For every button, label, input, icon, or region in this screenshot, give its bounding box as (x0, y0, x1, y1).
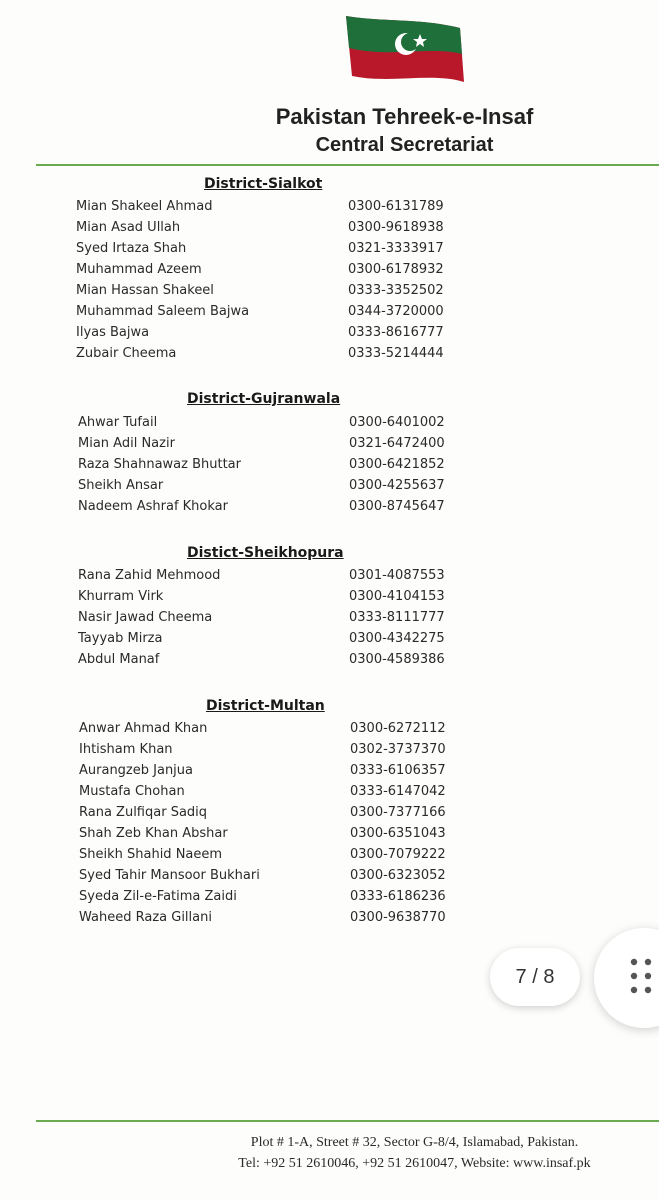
member-name: Ihtisham Khan (79, 742, 173, 757)
member-phone: 0300-4104153 (349, 589, 445, 604)
member-phone: 0300-6421852 (349, 457, 445, 472)
member-name: Nadeem Ashraf Khokar (78, 499, 228, 514)
member-phone: 0333-6106357 (350, 763, 446, 778)
member-name: Ilyas Bajwa (76, 325, 150, 340)
member-name: Raza Shahnawaz Bhuttar (78, 457, 241, 472)
district-title: Distict-Sheikhopura (187, 545, 344, 561)
member-name: Sheikh Shahid Naeem (79, 847, 223, 862)
member-name: Khurram Virk (78, 589, 164, 604)
member-phone: 0333-5214444 (348, 346, 444, 361)
member-name: Muhammad Saleem Bajwa (76, 304, 250, 319)
member-name: Rana Zulfiqar Sadiq (79, 805, 208, 820)
member-phone: 0300-9638770 (350, 910, 446, 925)
member-name: Mian Shakeel Ahmad (76, 199, 213, 214)
member-phone: 0300-6323052 (350, 868, 446, 883)
member-name: Tayyab Mirza (78, 631, 163, 646)
member-phone: 0300-6351043 (350, 826, 446, 841)
member-name: Mian Asad Ullah (76, 220, 181, 235)
member-name: Shah Zeb Khan Abshar (79, 826, 228, 841)
member-phone: 0321-6472400 (349, 436, 445, 451)
member-phone: 0300-6272112 (350, 721, 446, 736)
viewer-menu-button[interactable] (594, 928, 659, 1028)
district-title: District-Multan (206, 698, 325, 714)
member-name: Anwar Ahmad Khan (79, 721, 208, 736)
organization-subtitle: Central Secretariat (315, 134, 494, 156)
member-phone: 0333-3352502 (348, 283, 444, 298)
member-name: Ahwar Tufail (78, 415, 158, 430)
page-indicator[interactable]: 7 / 8 (490, 948, 580, 1006)
member-phone: 0300-8745647 (349, 499, 445, 514)
member-phone: 0333-6186236 (350, 889, 446, 904)
member-phone: 0300-6401002 (349, 415, 445, 430)
member-phone: 0300-4589386 (349, 652, 445, 667)
member-phone: 0300-9618938 (348, 220, 444, 235)
member-phone: 0300-6178932 (348, 262, 444, 277)
member-phone: 0300-7377166 (350, 805, 446, 820)
member-name: Sheikh Ansar (78, 478, 164, 493)
member-name: Nasir Jawad Cheema (78, 610, 213, 625)
member-name: Mian Hassan Shakeel (76, 283, 214, 298)
member-phone: 0333-8616777 (348, 325, 444, 340)
grid-dots-icon (630, 958, 654, 994)
member-phone: 0300-7079222 (350, 847, 446, 862)
member-name: Waheed Raza Gillani (79, 910, 212, 925)
member-name: Aurangzeb Janjua (79, 763, 193, 778)
district-title: District-Sialkot (204, 176, 323, 192)
header-divider (36, 164, 659, 166)
member-name: Mustafa Chohan (79, 784, 185, 799)
member-phone: 0300-4342275 (349, 631, 445, 646)
footer-address: Plot # 1-A, Street # 32, Sector G-8/4, Islamabad, Pakistan. (250, 1135, 579, 1150)
footer-divider (36, 1120, 659, 1122)
member-phone: 0321-3333917 (348, 241, 444, 256)
member-phone: 0302-3737370 (350, 742, 446, 757)
member-phone: 0333-6147042 (350, 784, 446, 799)
member-name: Muhammad Azeem (76, 262, 202, 277)
pti-flag-icon (340, 14, 470, 94)
footer-contact: Tel: +92 51 2610046, +92 51 2610047, Website: www.insaf.pk (238, 1156, 591, 1171)
member-phone: 0300-4255637 (349, 478, 445, 493)
member-name: Rana Zahid Mehmood (78, 568, 221, 583)
member-phone: 0344-3720000 (348, 304, 444, 319)
member-name: Abdul Manaf (78, 652, 160, 667)
member-phone: 0300-6131789 (348, 199, 444, 214)
district-title: District-Gujranwala (187, 391, 341, 407)
member-name: Zubair Cheema (76, 346, 177, 361)
member-name: Syed Tahir Mansoor Bukhari (79, 868, 260, 883)
member-name: Syeda Zil-e-Fatima Zaidi (79, 889, 237, 904)
member-phone: 0301-4087553 (349, 568, 445, 583)
organization-name: Pakistan Tehreek-e-Insaf (275, 104, 534, 129)
member-name: Syed Irtaza Shah (76, 241, 187, 256)
member-phone: 0333-8111777 (349, 610, 445, 625)
member-name: Mian Adil Nazir (78, 436, 175, 451)
